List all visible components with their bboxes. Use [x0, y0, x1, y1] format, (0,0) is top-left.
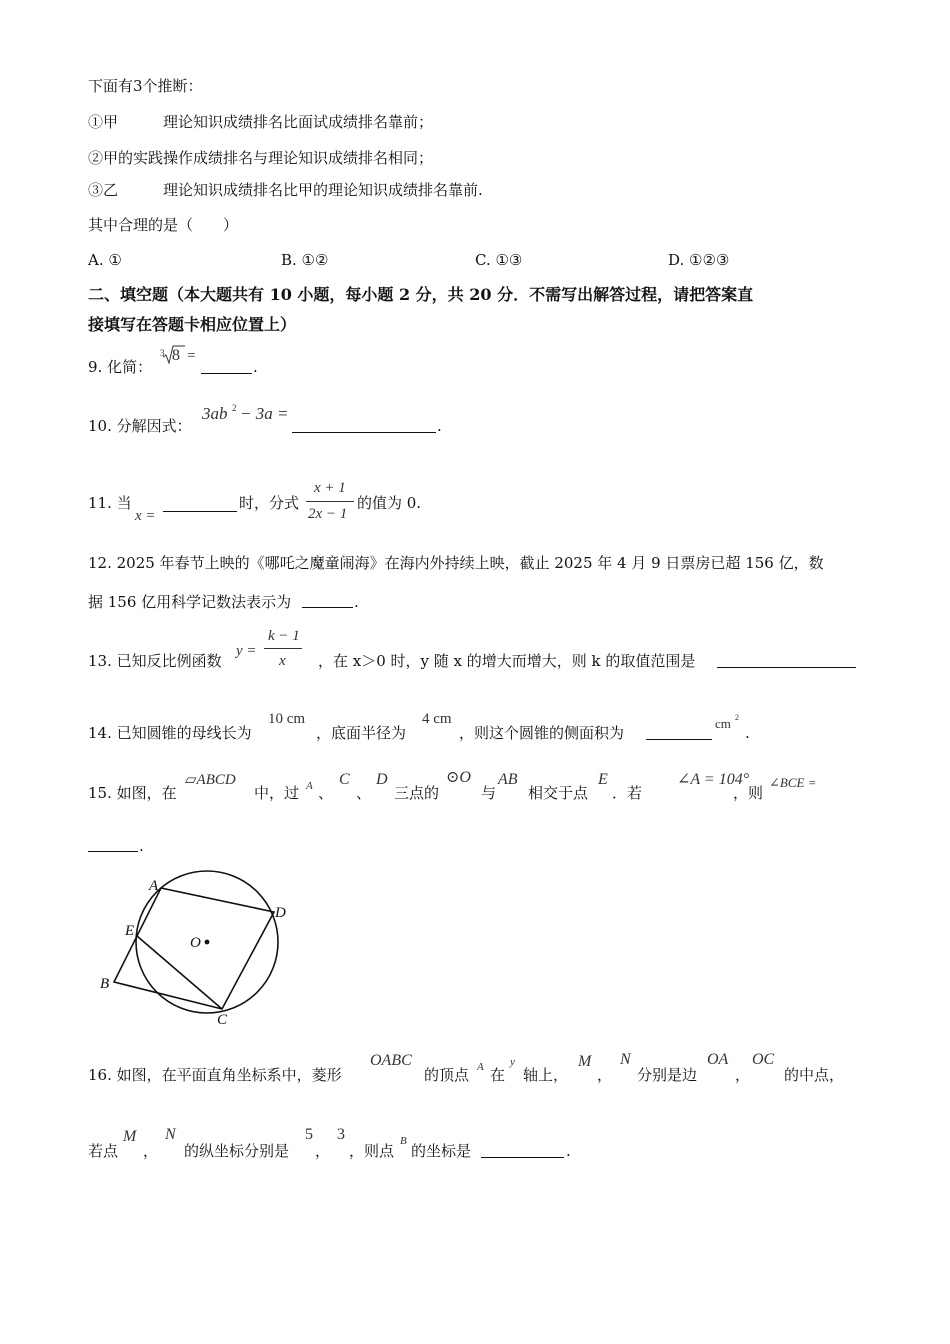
q15-t4: 相交于点 [528, 784, 589, 802]
q16-l2a: 若点 [88, 1142, 119, 1160]
inference-3: ③乙 理论知识成绩排名比甲的理论知识成绩排名靠前. [88, 181, 483, 199]
q9-radicand: 8 [172, 347, 180, 364]
q16-m: M [578, 1053, 592, 1070]
q16-t5: 的中点， [784, 1066, 845, 1084]
q15-sep1: 、 [318, 784, 334, 802]
q11-var: x = [135, 508, 156, 524]
option-d: D. ①②③ [668, 251, 730, 269]
q13-y: y = [236, 643, 257, 659]
q12-line1: 12. 2025 年春节上映的《哪吒之魔童闹海》在海内外持续上映，截止 2025 年 4 月 9 日票房已超 156 亿，数 [88, 554, 824, 572]
q15-point-a: A [306, 780, 313, 792]
q11-mid: 时，分式 [239, 494, 300, 512]
q15-ask: ∠BCE = [769, 775, 817, 790]
q15-point-c: C [339, 771, 350, 788]
option-b: B. ①② [281, 251, 329, 269]
option-c: C. ①③ [475, 251, 523, 269]
q14-mid2: ，则这个圆锥的侧面积为 [459, 724, 625, 742]
q15-text: 15. 如图，在 [88, 784, 177, 802]
fig-label-d: D [275, 905, 286, 921]
q9-period: . [253, 358, 258, 376]
q16-l2d: 的坐标是 [411, 1142, 472, 1160]
q15-t6: ，则 [733, 784, 764, 802]
q16-comma: ， [597, 1066, 613, 1084]
q14-unit-superscript: 2 [735, 713, 739, 722]
q16-a: A [477, 1061, 484, 1073]
question-stem: 其中合理的是（ ） [88, 216, 239, 234]
q16-l2c: ，则点 [349, 1142, 395, 1160]
q15-period: . [139, 837, 144, 855]
section-title-line1: 二、填空题（本大题共有 10 小题，每小题 2 分，共 20 分．不需写出解答过程，请把答案直 [88, 285, 754, 304]
q15-t1: 中，过 [254, 784, 300, 802]
q11-numerator: x + 1 [314, 480, 346, 496]
q14-mid: ，底面半径为 [316, 724, 407, 742]
q16-v2: 3 [337, 1126, 345, 1143]
q10-expr2: − 3a = [240, 404, 289, 423]
q16-comma3: ， [143, 1142, 159, 1160]
q16-m2: M [123, 1128, 137, 1145]
q16-t1: 的顶点 [424, 1066, 470, 1084]
q10-expr: 3ab [202, 404, 228, 423]
q15-answer-blank [88, 851, 138, 852]
q16-oc: OC [752, 1051, 775, 1068]
q16-t4: 分别是边 [637, 1066, 698, 1084]
q14-text: 14. 已知圆锥的母线长为 [88, 724, 252, 742]
q13-rest: ，在 x＞0 时，y 随 x 的增大而增大，则 k 的取值范围是 [318, 652, 696, 670]
q16-text: 16. 如图，在平面直角坐标系中，菱形 [88, 1066, 342, 1084]
option-a: A. ① [88, 251, 122, 269]
q15-circle: ⊙O [446, 769, 471, 786]
fig-label-c: C [217, 1012, 228, 1028]
q9-text: 9. 化简： [88, 358, 153, 376]
q16-y: y [510, 1056, 515, 1068]
q15-point-e: E [598, 771, 608, 788]
q11-end: 的值为 0. [357, 494, 422, 512]
q16-l2b: 的纵坐标分别是 [184, 1142, 290, 1160]
q14-answer-blank [646, 739, 712, 740]
fig-label-e: E [125, 923, 135, 939]
q15-t3: 与 [481, 784, 497, 802]
q13-denominator: x [279, 653, 286, 669]
q14-period: . [745, 724, 750, 742]
q13-fraction-bar [264, 648, 302, 649]
q12-period: . [354, 593, 359, 611]
inference-2: ②甲的实践操作成绩排名与理论知识成绩排名相同； [88, 149, 434, 167]
q16-oa: OA [707, 1051, 729, 1068]
q11-denominator: 2x − 1 [308, 506, 348, 522]
q13-numerator: k − 1 [268, 628, 300, 644]
q16-period: . [566, 1142, 571, 1160]
q16-b: B [400, 1135, 407, 1147]
q15-angle: ∠A = 104° [677, 771, 750, 788]
q10-text: 10. 分解因式： [88, 417, 192, 435]
q15-t2: 三点的 [394, 784, 440, 802]
q11-text: 11. 当 [88, 494, 132, 512]
q10-superscript: 2 [232, 403, 237, 413]
q9-equals: = [187, 348, 196, 364]
q16-shape: OABC [370, 1052, 412, 1069]
q13-text: 13. 已知反比例函数 [88, 652, 222, 670]
q10-period: . [437, 417, 442, 435]
q15-figure [95, 865, 295, 1030]
q16-t3: 轴上， [523, 1066, 569, 1084]
q15-parallelogram: ▱ABCD [185, 772, 236, 788]
q15-t5: ．若 [612, 784, 643, 802]
q16-n: N [620, 1051, 631, 1068]
q16-comma2: ， [735, 1066, 751, 1084]
q15-sep2: 、 [356, 784, 372, 802]
q16-t2: 在 [490, 1066, 506, 1084]
q14-unit: cm [715, 716, 731, 731]
q16-answer-blank [481, 1157, 564, 1158]
q13-answer-blank [717, 667, 856, 668]
q14-radius: 4 cm [422, 711, 452, 727]
q12-line2: 据 156 亿用科学记数法表示为 [88, 593, 292, 611]
q16-v1: 5 [305, 1126, 313, 1143]
fig-label-o: O [190, 935, 201, 951]
section-title-line2: 接填写在答题卡相应位置上） [88, 315, 297, 334]
q16-comma4: ， [315, 1142, 331, 1160]
fig-label-a: A [149, 878, 159, 894]
q14-length: 10 cm [268, 711, 306, 727]
q9-root-index: 3 [160, 348, 165, 358]
center-point [205, 940, 210, 945]
q10-answer-blank [292, 432, 436, 433]
q15-ab: AB [498, 771, 518, 788]
q11-fraction-bar [306, 501, 354, 502]
q9-answer-blank [201, 373, 252, 374]
q12-answer-blank [302, 607, 353, 608]
intro-text: 下面有3个推断： [88, 77, 203, 95]
q11-answer-blank [163, 511, 237, 512]
fig-label-b: B [100, 976, 110, 992]
inference-1: ①甲 理论知识成绩排名比面试成绩排名靠前； [88, 113, 434, 131]
q15-point-d: D [376, 771, 388, 788]
q16-n2: N [165, 1126, 176, 1143]
